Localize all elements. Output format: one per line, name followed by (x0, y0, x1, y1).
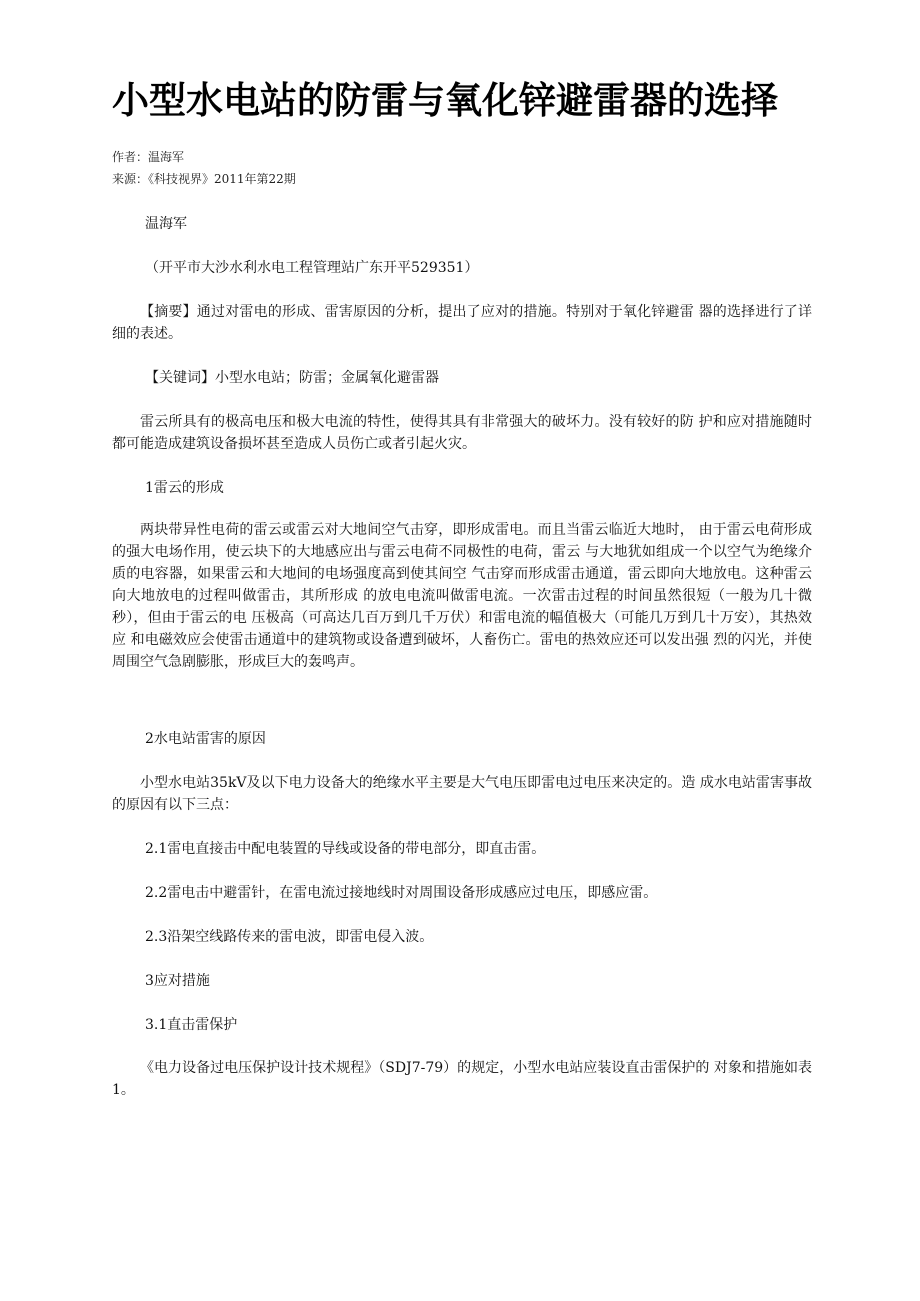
author-name: 温海军 (145, 216, 187, 232)
section1-paragraph (112, 519, 812, 673)
keywords: 【关键词】小型水电站；防雷；金属氧化避雷器 (145, 370, 439, 386)
author-line: 作者：温海军 (112, 150, 185, 164)
document-title: 小型水电站的防雷与氧化锌避雷器的选择 (112, 79, 778, 122)
abstract-paragraph (112, 301, 812, 345)
section2-text: 小型水电站35kV及以下电力设备大的绝缘水平主要是大气电压即雷电过电压来决定的。造 成水电站雷害事故的原因有以下三点： (112, 775, 812, 813)
section-heading-2: 2水电站雷害的原因 (145, 731, 266, 747)
intro-text: 雷云所具有的极高电压和极大电流的特性，使得其具有非常强大的破坏力。没有较好的防 护和应对措施随时都可能造成建筑设备损坏甚至造成人员伤亡或者引起火灾。 (112, 414, 812, 452)
section3-1-paragraph (112, 1057, 812, 1101)
section-heading-1: 1雷云的形成 (145, 480, 224, 496)
section-heading-3-1: 3.1直击雷保护 (145, 1017, 238, 1033)
list-item-2-2: 2.2雷电击中避雷针，在雷电流过接地线时对周围设备形成感应过电压，即感应雷。 (145, 885, 658, 901)
section1-text: 两块带异性电荷的雷云或雷云对大地间空气击穿，即形成雷电。而且当雷云临近大地时， 由于雷云电荷形成的强大电场作用，使云块下的大地感应出与雷云电荷不同极性的电荷，雷云 与大地犹如组成一个以空气为绝缘介质的电容器，如果雷云和大地间的电场强度高到使其间空 气击穿而形成雷击通道，雷云即向大地放电。这种雷云向大地放电的过程叫做雷击，其所形成 的放电电流叫做雷电流。一次雷击过程的时间虽然很短（一般为几十微秒），但由于雷云的电 压极高（可高达几百万到几千万伏）和雷电流的幅值极大（可能几万到几十万安），其热效应 和电磁效应会使雷击通道中的建筑物或设备遭到破坏，人畜伤亡。雷电的热效应还可以发出强 烈的闪光，并使周围空气急剧膨胀，形成巨大的轰鸣声。 (112, 522, 812, 670)
list-item-2-1: 2.1雷电直接击中配电装置的导线或设备的带电部分，即直击雷。 (145, 841, 546, 857)
section2-paragraph (112, 772, 812, 816)
source-line: 来源：《科技视界》2011年第22期 (112, 172, 296, 186)
affiliation: （开平市大沙水利水电工程管理站广东开平529351） (145, 260, 479, 276)
intro-paragraph (112, 411, 812, 455)
section3-1-text: 《电力设备过电压保护设计技术规程》（SDJ7-79）的规定，小型水电站应装设直击雷保护的 对象和措施如表1。 (112, 1060, 812, 1098)
list-item-2-3: 2.3沿架空线路传来的雷电波，即雷电侵入波。 (145, 929, 434, 945)
abstract-text: 【摘要】通过对雷电的形成、雷害原因的分析，提出了应对的措施。特别对于氧化锌避雷 器的选择进行了详细的表述。 (112, 304, 812, 342)
section-heading-3: 3应对措施 (145, 973, 210, 989)
